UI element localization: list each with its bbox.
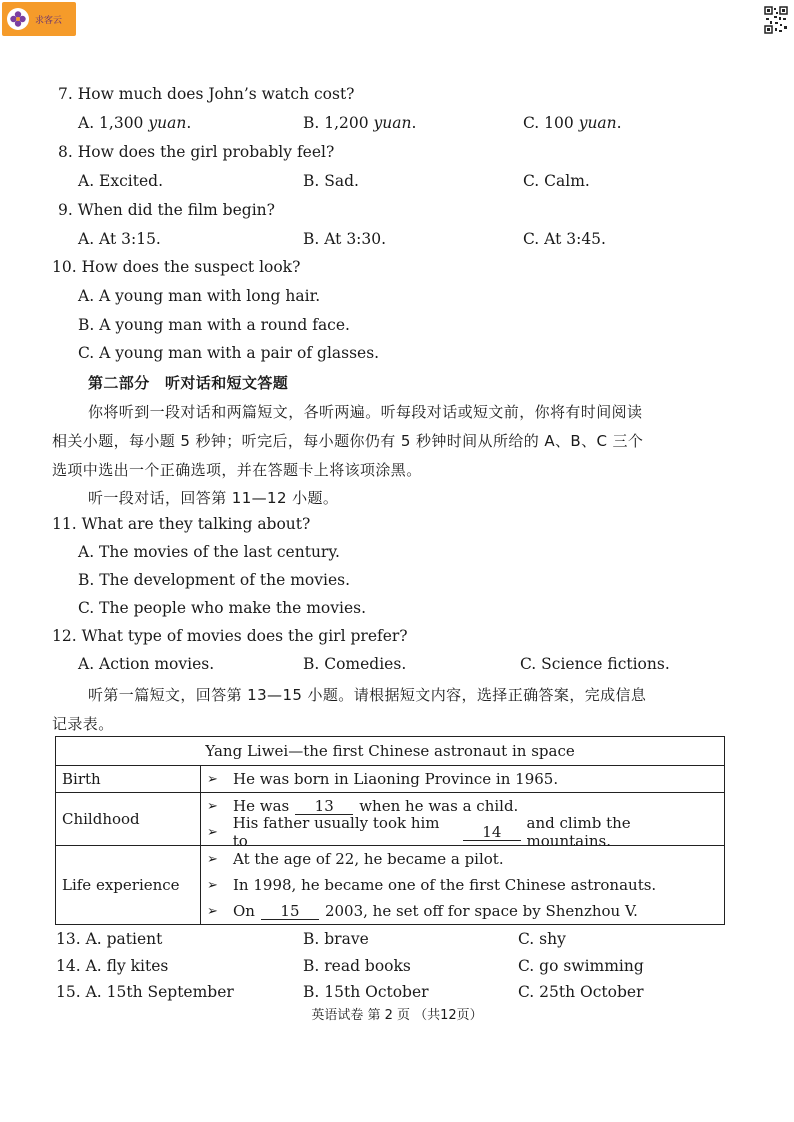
table-row-label-birth: Birth bbox=[56, 766, 201, 793]
table-line: ➢ His father usually took him to 14 and climb the mountains. bbox=[207, 814, 631, 850]
page-footer: 英语试卷 第 2 页 （共12页） bbox=[311, 1008, 483, 1023]
arrow-bullet-icon: ➢ bbox=[207, 877, 218, 893]
table-line: ➢ In 1998, he became one of the first Chinese astronauts. bbox=[207, 876, 657, 894]
question-12-stem: 12. What type of movies does the girl prefer? bbox=[52, 627, 408, 645]
question-8-option-b: B. Sad. bbox=[303, 172, 359, 190]
question-12-option-a: A. Action movies. bbox=[78, 655, 215, 673]
question-8-option-c: C. Calm. bbox=[523, 172, 590, 190]
arrow-bullet-icon: ➢ bbox=[207, 903, 218, 919]
table-row-birth bbox=[201, 766, 725, 793]
dialogue-prompt: 听一段对话，回答第 11—12 小题。 bbox=[88, 489, 339, 507]
table-line: ➢ At the age of 22, he became a pilot. bbox=[207, 850, 504, 868]
question-14-option-a: 14. A. fly kites bbox=[56, 957, 169, 975]
question-11-stem: 11. What are they talking about? bbox=[52, 515, 311, 533]
table-line: ➢ He was born in Liaoning Province in 1965. bbox=[207, 770, 559, 788]
question-13-option-b: B. brave bbox=[303, 930, 369, 948]
question-14-option-b: B. read books bbox=[303, 957, 411, 975]
question-8-option-a: A. Excited. bbox=[78, 172, 163, 190]
table-row-label-childhood: Childhood bbox=[56, 793, 201, 846]
question-7-option-a: A. 1,300 yuan. bbox=[78, 114, 192, 132]
question-7-stem: 7. How much does John’s watch cost? bbox=[58, 85, 355, 103]
section-2-instruction-line-1: 你将听到一段对话和两篇短文，各听两遍。听每段对话或短文前，你将有时间阅读 bbox=[88, 403, 643, 421]
question-13-option-c: C. shy bbox=[518, 930, 566, 948]
question-10-option-b: B. A young man with a round face. bbox=[78, 316, 350, 334]
question-9-stem: 9. When did the film begin? bbox=[58, 201, 275, 219]
table-line: ➢ He was 13 when he was a child. bbox=[207, 796, 519, 815]
table-line: ➢ On 15 2003, he set off for space by Shenzhou V. bbox=[207, 901, 638, 920]
question-15-option-a: 15. A. 15th September bbox=[56, 983, 234, 1001]
qr-code-icon bbox=[764, 6, 788, 34]
question-7-option-b: B. 1,200 yuan. bbox=[303, 114, 417, 132]
logo-flower-icon bbox=[7, 8, 29, 30]
answer-blank-14: 14 bbox=[463, 824, 520, 841]
arrow-bullet-icon: ➢ bbox=[207, 771, 218, 787]
question-13-option-a: 13. A. patient bbox=[56, 930, 163, 948]
section-2-instruction-line-3: 选项中选出一个正确选项，并在答题卡上将该项涂黑。 bbox=[52, 461, 422, 479]
question-9-option-a: A. At 3:15. bbox=[78, 230, 161, 248]
table-row-childhood bbox=[201, 793, 725, 850]
table-row-label-life-experience: Life experience bbox=[56, 846, 201, 925]
info-record-table bbox=[55, 736, 725, 925]
passage-prompt-line-2: 记录表。 bbox=[52, 715, 114, 733]
table-row-life-experience bbox=[201, 846, 725, 925]
answer-blank-13: 13 bbox=[295, 798, 353, 815]
arrow-bullet-icon: ➢ bbox=[207, 824, 218, 840]
question-10-option-a: A. A young man with long hair. bbox=[78, 287, 321, 305]
question-11-option-b: B. The development of the movies. bbox=[78, 571, 351, 589]
table-title: Yang Liwei—the first Chinese astronaut in space bbox=[56, 737, 725, 766]
question-12-option-c: C. Science fictions. bbox=[520, 655, 670, 673]
passage-prompt-line-1: 听第一篇短文，回答第 13—15 小题。请根据短文内容，选择正确答案，完成信息 bbox=[88, 686, 647, 704]
question-9-option-c: C. At 3:45. bbox=[523, 230, 606, 248]
site-logo bbox=[2, 2, 76, 36]
question-14-option-c: C. go swimming bbox=[518, 957, 644, 975]
section-2-title: 第二部分 听对话和短文答题 bbox=[88, 374, 289, 392]
section-2-instruction-line-2: 相关小题，每小题 5 秒钟；听完后，每小题你仍有 5 秒钟时间从所给的 A、B、C 三个 bbox=[52, 432, 644, 450]
question-10-option-c: C. A young man with a pair of glasses. bbox=[78, 344, 380, 362]
question-12-option-b: B. Comedies. bbox=[303, 655, 407, 673]
question-11-option-c: C. The people who make the movies. bbox=[78, 599, 367, 617]
answer-blank-15: 15 bbox=[261, 903, 319, 920]
question-8-stem: 8. How does the girl probably feel? bbox=[58, 143, 335, 161]
question-15-option-b: B. 15th October bbox=[303, 983, 429, 1001]
question-11-option-a: A. The movies of the last century. bbox=[78, 543, 340, 561]
logo-text: 求客云 bbox=[35, 15, 63, 26]
arrow-bullet-icon: ➢ bbox=[207, 851, 218, 867]
question-10-stem: 10. How does the suspect look? bbox=[52, 258, 301, 276]
question-7-option-c: C. 100 yuan. bbox=[523, 114, 622, 132]
question-9-option-b: B. At 3:30. bbox=[303, 230, 387, 248]
question-15-option-c: C. 25th October bbox=[518, 983, 644, 1001]
arrow-bullet-icon: ➢ bbox=[207, 798, 218, 814]
